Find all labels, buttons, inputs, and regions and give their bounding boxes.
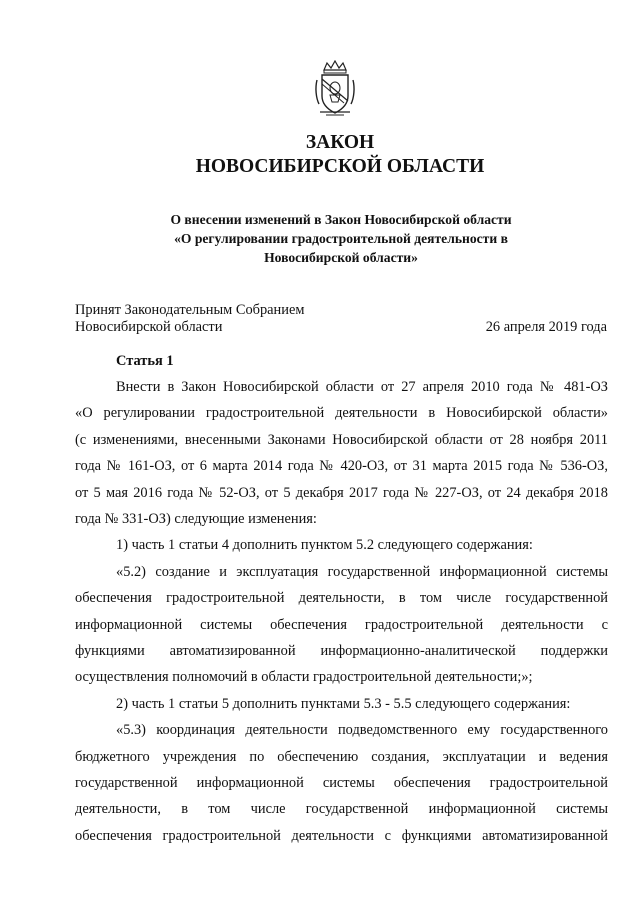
- article-text-line: осуществления полномочий в области градостроительной деятельности;»;: [75, 669, 533, 685]
- article-text-line: государственной информационной системы обеспечения градостроительной: [75, 775, 608, 791]
- article-text-line: информационной системы обеспечения градостроительной деятельности с: [75, 617, 608, 633]
- article-text-line: Внести в Закон Новосибирской области от 27 апреля 2010 года № 481-ОЗ: [116, 379, 608, 395]
- article-text-line: бюджетного учреждения по обеспечению создания, эксплуатации и ведения: [75, 749, 608, 765]
- article-text-line: 2) часть 1 статьи 5 дополнить пунктами 5.3 - 5.5 следующего содержания:: [116, 696, 571, 712]
- adoption-line2: Новосибирской области: [75, 319, 223, 335]
- novosibirsk-oblast-coat-of-arms-icon: [314, 60, 356, 118]
- law-subject-line2: «О регулировании градостроительной деятельности в: [174, 231, 508, 246]
- article-text-line: (с изменениями, внесенными Законами Новосибирской области от 28 ноября 2011: [75, 432, 608, 448]
- article-text-line: обеспечения градостроительной деятельности, в том числе государственной: [75, 590, 608, 606]
- adoption-date: 26 апреля 2019 года: [485, 319, 607, 335]
- article-text-line: года № 331-ОЗ) следующие изменения:: [75, 511, 317, 527]
- article-text-line: от 5 мая 2016 года № 52-ОЗ, от 5 декабря 2017 года № 227-ОЗ, от 24 декабря 2018: [75, 485, 608, 501]
- article-text-line: «О регулировании градостроительной деятельности в Новосибирской области»: [75, 405, 608, 421]
- article-text-line: года № 161-ОЗ, от 6 марта 2014 года № 420-ОЗ, от 31 марта 2015 года № 536-ОЗ,: [75, 458, 608, 474]
- article-text-line: «5.2) создание и эксплуатация государственной информационной системы: [116, 564, 608, 580]
- adoption-line1: Принят Законодательным Собранием: [75, 302, 305, 318]
- article-text-line: деятельности, в том числе государственной информационной системы: [75, 801, 608, 817]
- law-title-line2: НОВОСИБИРСКОЙ ОБЛАСТИ: [195, 156, 485, 177]
- article-text-line: «5.3) координация деятельности подведомственного ему государственного: [116, 722, 608, 738]
- article-text-line: 1) часть 1 статьи 4 дополнить пунктом 5.2 следующего содержания:: [116, 537, 533, 553]
- article-heading: Статья 1: [116, 353, 174, 369]
- law-subject-line3: Новосибирской области»: [264, 250, 418, 265]
- law-title-line1: ЗАКОН: [305, 132, 375, 153]
- law-subject-line1: О внесении изменений в Закон Новосибирской области: [170, 212, 512, 227]
- article-text-line: обеспечения градостроительной деятельности с функциями автоматизированной: [75, 828, 608, 844]
- article-text-line: функциями автоматизированной информационно-аналитической поддержки: [75, 643, 608, 659]
